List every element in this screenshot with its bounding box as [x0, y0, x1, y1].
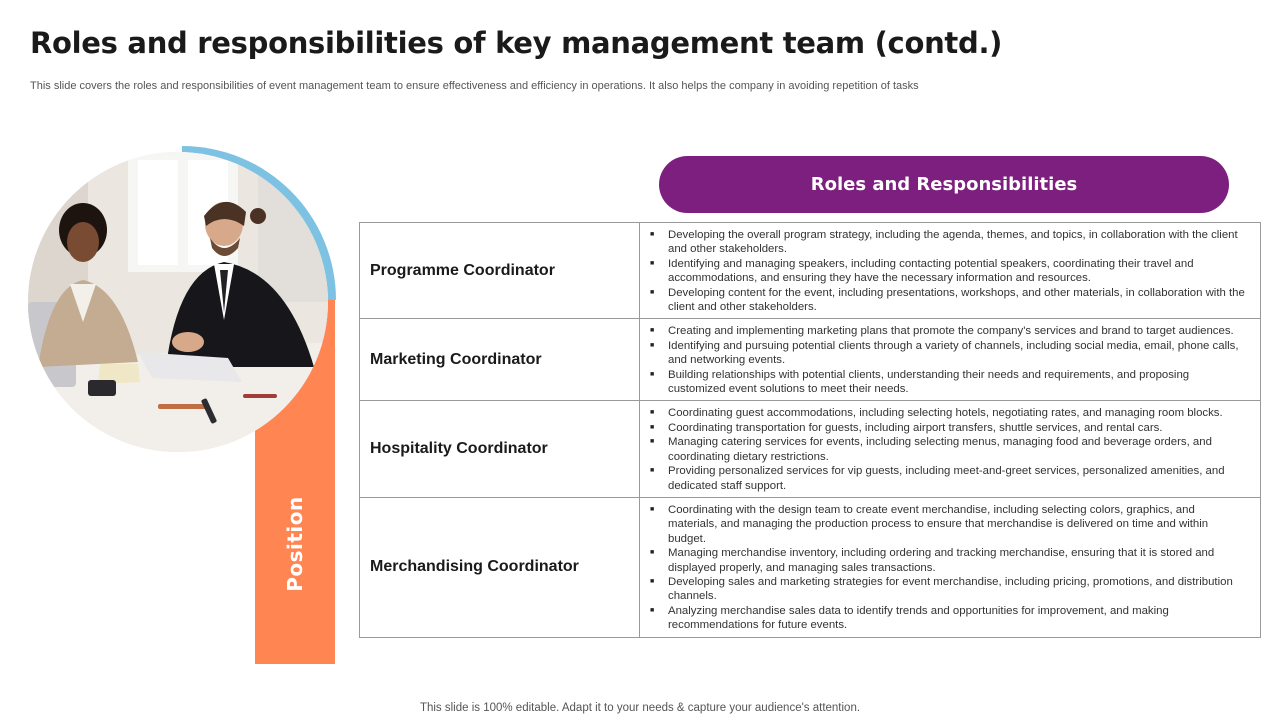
- bullet-square-icon: ■: [650, 505, 655, 513]
- responsibility-item: ■ Identifying and pursuing potential clients through a variety of channels, including social media, email, phone calls, and networking events.: [650, 339, 1239, 367]
- slide-subtitle: This slide covers the roles and responsibilities of event management team to ensure effectiveness and efficiency in operations. It also helps the company in avoiding repetition of tasks: [30, 80, 919, 92]
- bullet-square-icon: ■: [650, 370, 655, 378]
- bullet-square-icon: ■: [650, 327, 655, 335]
- responsibility-item: ■ Creating and implementing marketing plans that promote the company's services and brand to target audiences.: [650, 325, 1234, 338]
- bullet-square-icon: ■: [650, 606, 655, 614]
- table-row: [360, 223, 1260, 319]
- photo-frame: [28, 146, 336, 454]
- bullet-square-icon: ■: [650, 288, 655, 296]
- bullet-square-icon: ■: [650, 231, 655, 238]
- responsibility-item: ■ Identifying and managing speakers, including contacting potential speakers, coordinating their travel and accommodations, and ensuring they have the necessary information and resources.: [650, 257, 1194, 285]
- responsibility-item: ■ Developing content for the event, including presentations, workshops, and other materials, in collaboration with the client and other stakeholders.: [650, 286, 1245, 314]
- responsibility-list: [640, 401, 1260, 496]
- slide-footer: This slide is 100% editable. Adapt it to your needs & capture your audience's attention.: [419, 702, 861, 714]
- responsibility-item: ■ Building relationships with potential clients, understanding their needs and requirements, and proposing customized event solutions to meet their needs.: [650, 368, 1190, 396]
- responsibility-item: ■ Analyzing merchandise sales data to identify trends and opportunities for improvement, and making recommendations for future events.: [650, 604, 1169, 632]
- roles-table: [359, 222, 1261, 638]
- responsibility-list: [640, 223, 1260, 318]
- position-name: Programme Coordinator: [360, 223, 640, 318]
- bullet-square-icon: ■: [650, 341, 655, 349]
- responsibility-item: ■ Managing catering services for events, including selecting menus, managing food and beverage orders, and coordinating dietary restrictions.: [650, 436, 1212, 463]
- table-row: [360, 498, 1260, 637]
- responsibility-item: ■ Coordinating guest accommodations, including selecting hotels, negotiating rates, and managing room blocks.: [650, 407, 1223, 420]
- bullet-square-icon: ■: [650, 438, 655, 446]
- slide-title: Roles and responsibilities of key management team (contd.): [30, 26, 1003, 60]
- responsibility-item: ■ Developing sales and marketing strategies for event merchandise, including pricing, promotions, and distribution channels.: [650, 575, 1233, 603]
- responsibility-list: [640, 498, 1260, 637]
- position-name: Merchandising Coordinator: [360, 498, 640, 637]
- responsibility-item: ■ Developing the overall program strategy, including the agenda, themes, and topics, in collaboration with the client and other stakeholders.: [650, 229, 1238, 256]
- table-row: [360, 319, 1260, 401]
- responsibility-item: ■ Providing personalized services for vip guests, including meet-and-greet services, personalized amenities, and dedicated staff support.: [650, 465, 1225, 492]
- responsibility-item: ■ Coordinating transportation for guests, including airport transfers, shuttle services, and rental cars.: [650, 421, 1163, 434]
- bullet-square-icon: ■: [650, 423, 655, 431]
- position-label: Position: [283, 496, 307, 592]
- responsibility-item: ■ Coordinating with the design team to create event merchandise, including selecting colors, graphics, and materials, and managing the production process to ensure that merchandise is delivered on time and within budget.: [650, 503, 1209, 545]
- bullet-square-icon: ■: [650, 549, 655, 557]
- bullet-square-icon: ■: [650, 577, 655, 585]
- business-meeting-photo: [28, 152, 328, 452]
- bullet-square-icon: ■: [650, 259, 655, 267]
- roles-header: Roles and Responsibilities: [659, 156, 1229, 213]
- responsibility-item: ■ Managing merchandise inventory, including ordering and tracking merchandise, ensuring that it is stored and displayed properly, and managing sales transactions.: [650, 547, 1215, 574]
- bullet-square-icon: ■: [650, 409, 655, 417]
- position-name: Hospitality Coordinator: [360, 401, 640, 496]
- position-name: Marketing Coordinator: [360, 319, 640, 400]
- responsibility-list: [640, 319, 1260, 400]
- table-row: [360, 401, 1260, 497]
- bullet-square-icon: ■: [650, 467, 655, 475]
